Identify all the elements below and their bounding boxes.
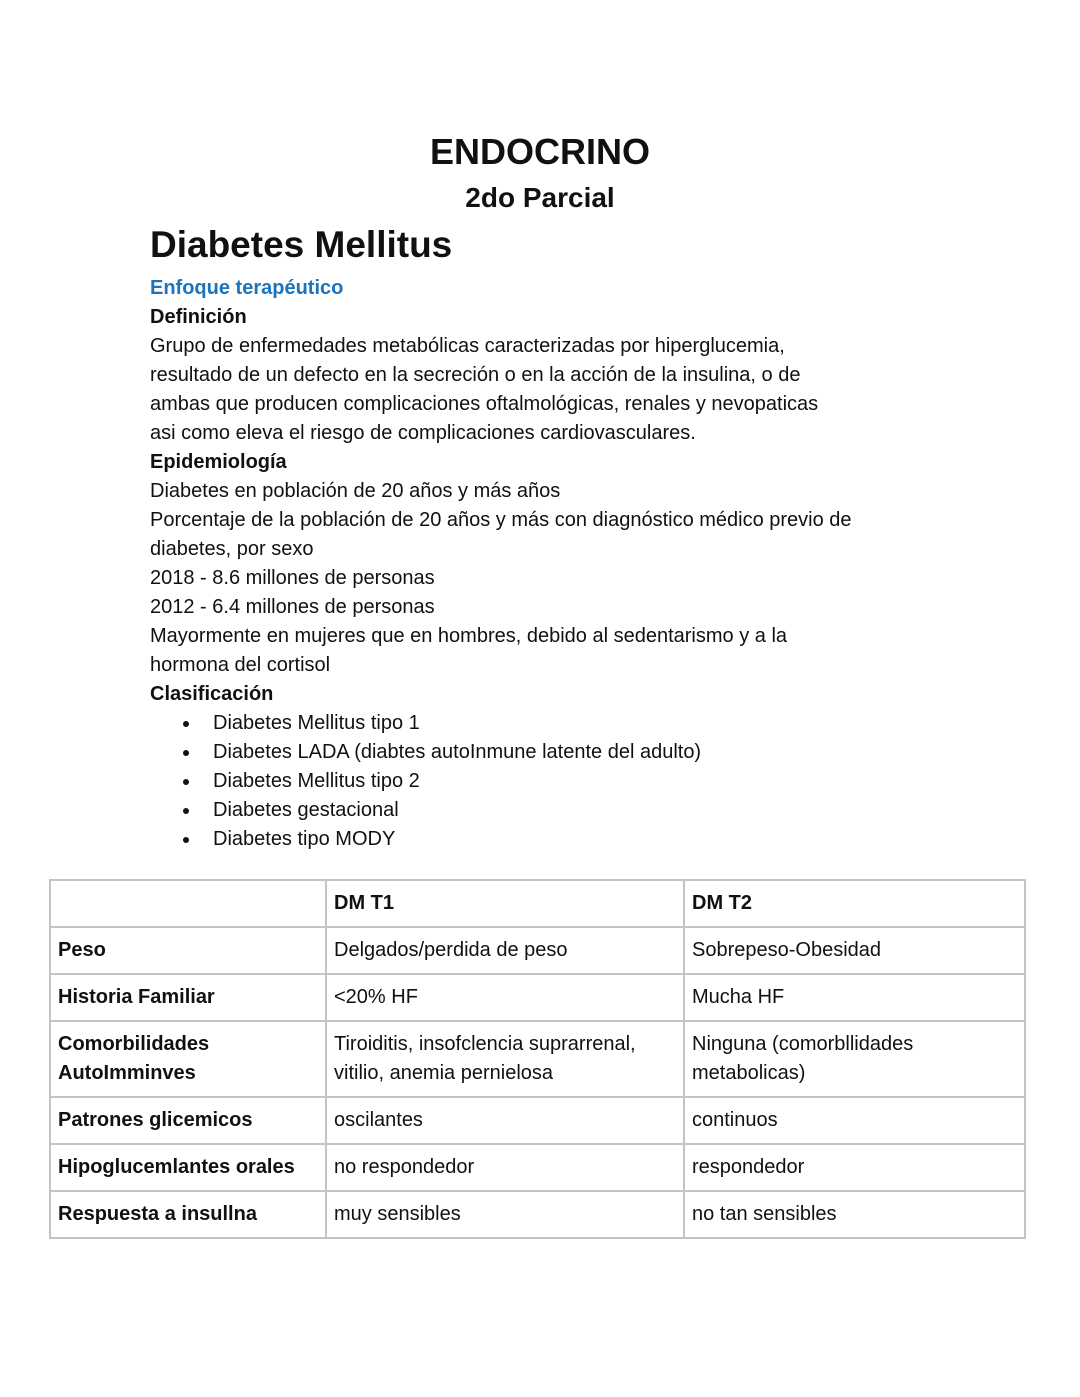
epidemiologia-label: Epidemiología <box>150 451 287 473</box>
header-cell <box>50 880 326 927</box>
definicion-label: Definición <box>150 306 247 328</box>
epidemiologia-line: hormona del cortisol <box>150 654 331 676</box>
row-label: Historia Familiar <box>50 974 326 1021</box>
row-label: Comorbilidades AutoImminves <box>50 1021 326 1097</box>
table-row <box>50 927 1025 974</box>
table-row <box>50 1021 1025 1097</box>
list-item: Diabetes LADA (diabtes autoInmune latente del adulto) <box>213 738 852 767</box>
table-row <box>50 974 1025 1021</box>
table-cell: muy sensibles <box>326 1191 684 1238</box>
definicion-line: ambas que producen complicaciones oftalmológicas, renales y nevopaticas <box>150 393 819 415</box>
clasificacion-list <box>150 709 852 854</box>
document-title: ENDOCRINO <box>429 131 650 172</box>
table-cell: Mucha HF <box>684 974 1025 1021</box>
clasificacion-label: Clasificación <box>150 683 274 705</box>
row-label: Patrones glicemicos <box>50 1097 326 1144</box>
table-header-row <box>50 880 1025 927</box>
epidemiologia-line: 2018 - 8.6 millones de personas <box>150 567 435 589</box>
table-row <box>50 1191 1025 1238</box>
definicion-line: Grupo de enfermedades metabólicas caracterizadas por hiperglucemia, <box>150 335 785 357</box>
table-cell: no respondedor <box>326 1144 684 1191</box>
table-cell: Sobrepeso-Obesidad <box>684 927 1025 974</box>
definicion-line: asi como eleva el riesgo de complicaciones cardiovasculares. <box>150 422 696 444</box>
table-cell: Ninguna (comorbllidades metabolicas) <box>684 1021 1025 1097</box>
epidemiologia-line: Porcentaje de la población de 20 años y más con diagnóstico médico previo de <box>150 509 852 531</box>
table-row <box>50 1097 1025 1144</box>
epidemiologia-line: diabetes, por sexo <box>150 538 314 560</box>
table-cell: Delgados/perdida de peso <box>326 927 684 974</box>
row-label: Hipoglucemlantes orales <box>50 1144 326 1191</box>
list-item: Diabetes gestacional <box>213 796 852 825</box>
row-label: Peso <box>50 927 326 974</box>
epidemiologia-line: Mayormente en mujeres que en hombres, debido al sedentarismo y a la <box>150 625 788 647</box>
topic-heading: Diabetes Mellitus <box>150 224 453 265</box>
definicion-line: resultado de un defecto en la secreción o en la acción de la insulina, o de <box>150 364 801 386</box>
table-row <box>50 1144 1025 1191</box>
header-cell: DM T1 <box>326 880 684 927</box>
header-cell: DM T2 <box>684 880 1025 927</box>
comparison-table <box>49 879 1026 1239</box>
table-cell: continuos <box>684 1097 1025 1144</box>
table-cell: no tan sensibles <box>684 1191 1025 1238</box>
table-cell: respondedor <box>684 1144 1025 1191</box>
epidemiologia-line: Diabetes en población de 20 años y más años <box>150 480 561 502</box>
epidemiologia-line: 2012 - 6.4 millones de personas <box>150 596 435 618</box>
document-subtitle: 2do Parcial <box>465 182 615 213</box>
row-label: Respuesta a insullna <box>50 1191 326 1238</box>
table-cell: Tiroiditis, insofclencia suprarrenal, vitilio, anemia pernielosa <box>326 1021 684 1097</box>
table-cell: <20% HF <box>326 974 684 1021</box>
document-body <box>150 274 852 854</box>
list-item: Diabetes Mellitus tipo 1 <box>213 709 852 738</box>
list-item: Diabetes Mellitus tipo 2 <box>213 767 852 796</box>
list-item: Diabetes tipo MODY <box>213 825 852 854</box>
table-cell: oscilantes <box>326 1097 684 1144</box>
section-heading: Enfoque terapéutico <box>150 277 344 299</box>
